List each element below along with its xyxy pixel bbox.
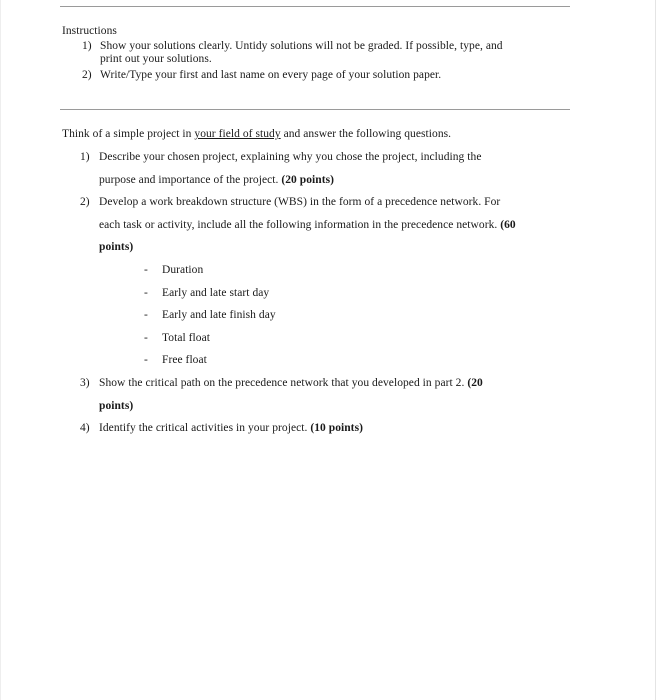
bullet-dash: -: [144, 264, 148, 276]
question-number: 3): [80, 377, 90, 389]
top-divider: [60, 6, 570, 7]
instruction-1-line2: print out your solutions.: [100, 53, 212, 65]
bullet-dash: -: [144, 287, 148, 299]
instructions-heading: Instructions: [62, 25, 117, 37]
bullet-duration: Duration: [162, 264, 204, 276]
question-1-points: (20 points): [281, 174, 335, 186]
question-4-text: Identify the critical activities in your project.: [99, 422, 311, 434]
question-1-line2: [99, 174, 334, 187]
question-1-text: purpose and importance of the project.: [99, 174, 282, 186]
instruction-2-line1: Write/Type your first and last name on every page of your solution paper.: [100, 69, 442, 81]
question-3-line2: [99, 400, 133, 413]
question-4-points: (10 points): [310, 422, 363, 434]
intro-text-after: and answer the following questions.: [280, 128, 452, 140]
bullet-early-late-start: Early and late start day: [162, 287, 270, 299]
field-of-study-underlined: your field of study: [194, 128, 281, 140]
instruction-number: 2): [82, 69, 92, 81]
question-2-points-close: points): [99, 241, 134, 253]
bullet-dash: -: [144, 332, 148, 344]
task-intro: [62, 128, 451, 141]
question-number: 2): [80, 196, 90, 208]
bullet-total-float: Total float: [162, 332, 210, 344]
question-number: 4): [80, 422, 90, 434]
question-2-line1: Develop a work breakdown structure (WBS) in the form of a precedence network. For: [99, 196, 501, 208]
bullet-free-float: Free float: [162, 354, 207, 366]
question-3-line1: [99, 377, 483, 390]
question-3-points-open: (20: [467, 377, 483, 389]
instruction-number: 1): [82, 40, 92, 52]
question-3-text: Show the critical path on the precedence network that you developed in part 2.: [99, 377, 468, 389]
bullet-dash: -: [144, 309, 148, 321]
question-number: 1): [80, 151, 90, 163]
question-4-line1: [99, 422, 363, 435]
bullet-dash: -: [144, 354, 148, 366]
bullet-early-late-finish: Early and late finish day: [162, 309, 276, 321]
question-2-line2: [99, 219, 516, 232]
question-2-text: each task or activity, include all the following information in the precedence network.: [99, 219, 501, 231]
question-2-line3: [99, 241, 133, 254]
question-2-points-open: (60: [500, 219, 516, 231]
instruction-1-line1: Show your solutions clearly. Untidy solutions will not be graded. If possible, type, and: [100, 40, 503, 52]
question-3-points-close: points): [99, 400, 134, 412]
question-1-line1: Describe your chosen project, explaining why you chose the project, including the: [99, 151, 482, 163]
intro-text-before: Think of a simple project in: [62, 128, 195, 140]
section-divider: [60, 109, 570, 110]
